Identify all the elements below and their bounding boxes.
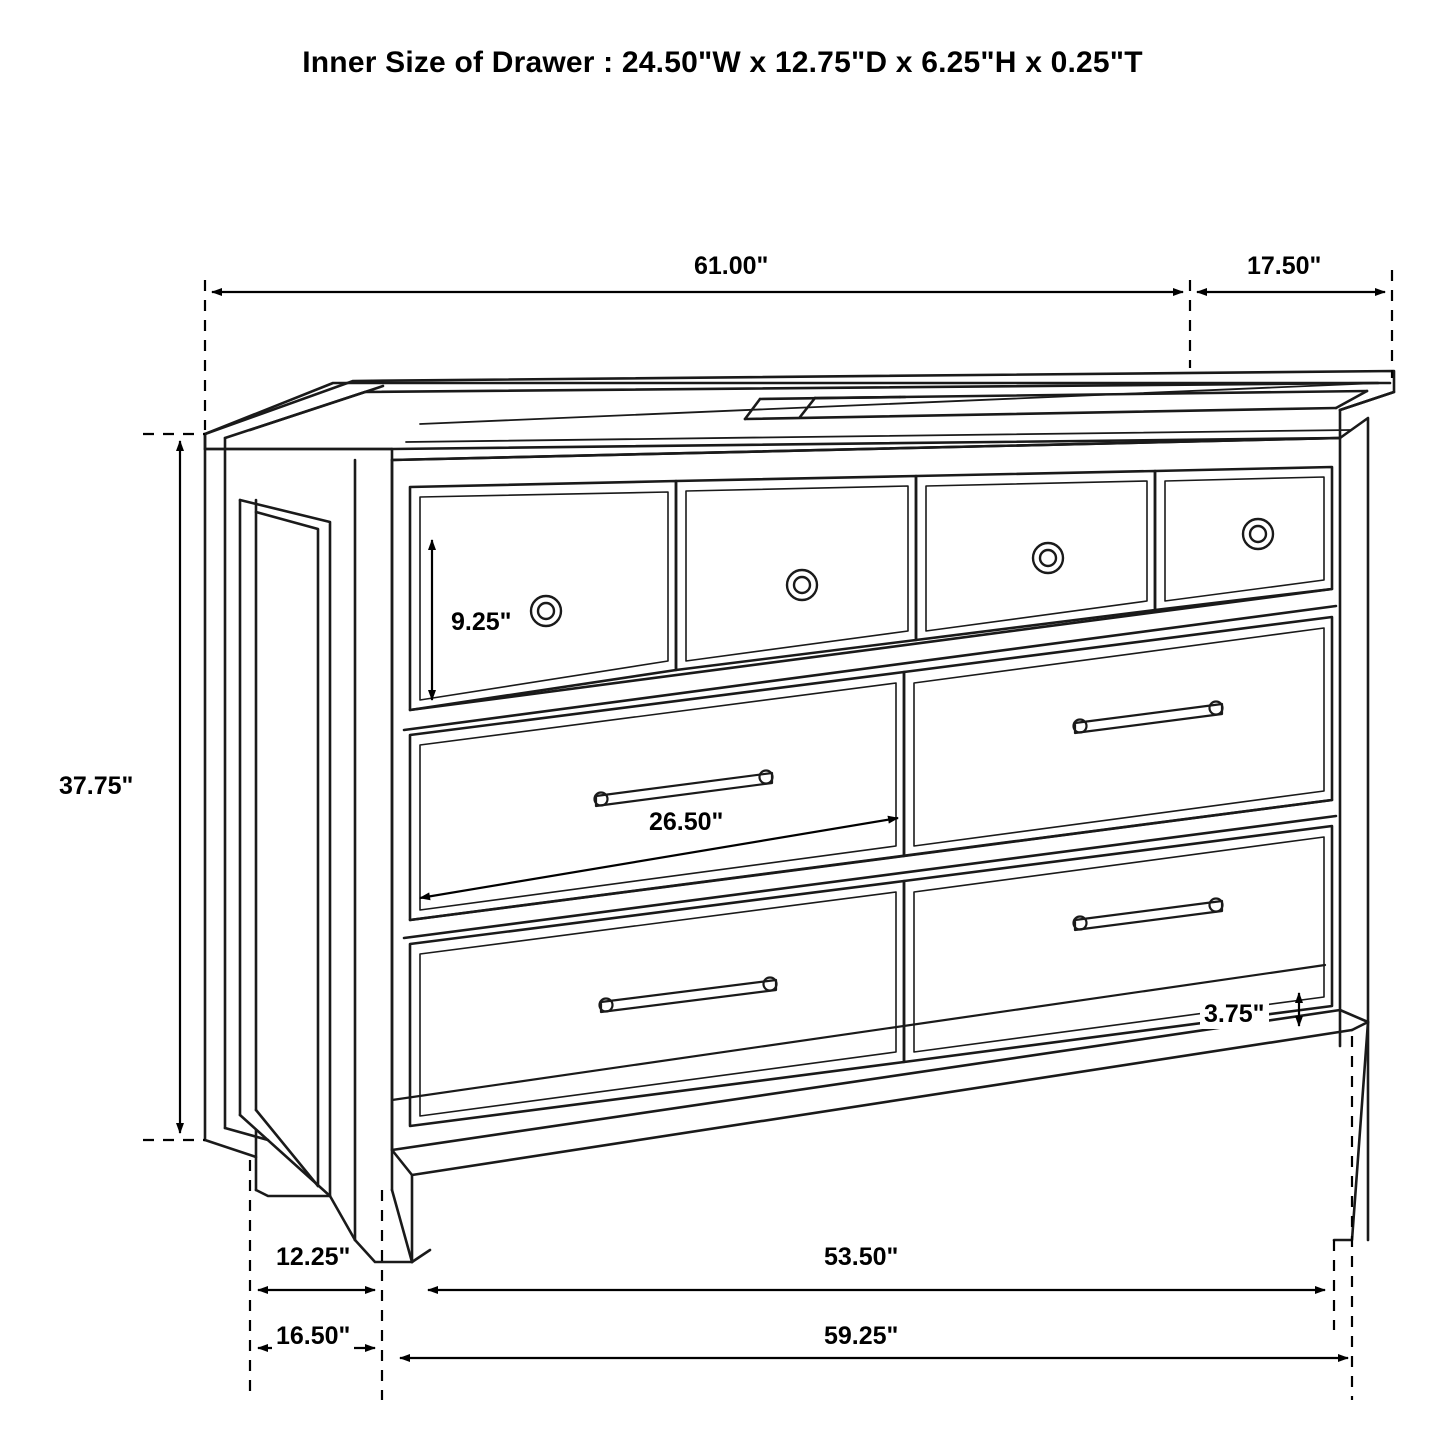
page-title: Inner Size of Drawer : 24.50"W x 12.75"D x 6.25"H x 0.25"T [302, 46, 1143, 79]
dim-label-depth-top: 17.50" [1243, 252, 1325, 281]
dim-label-foot-depth-outer: 16.50" [272, 1322, 354, 1351]
dim-label-overall-width: 61.00" [690, 252, 772, 281]
dim-label-drawer-height: 9.25" [447, 608, 516, 637]
dim-label-drawer-width: 26.50" [645, 808, 727, 837]
drawer-bar-pull [595, 702, 1223, 1013]
dim-label-overall-height: 37.75" [55, 772, 137, 801]
dim-label-base-width-inner: 53.50" [820, 1243, 902, 1272]
dim-label-leg-clearance: 3.75" [1200, 1000, 1269, 1029]
dim-label-base-width-outer: 59.25" [820, 1322, 902, 1351]
dim-label-foot-depth-inner: 12.25" [272, 1243, 354, 1272]
dresser-body [205, 371, 1394, 1262]
